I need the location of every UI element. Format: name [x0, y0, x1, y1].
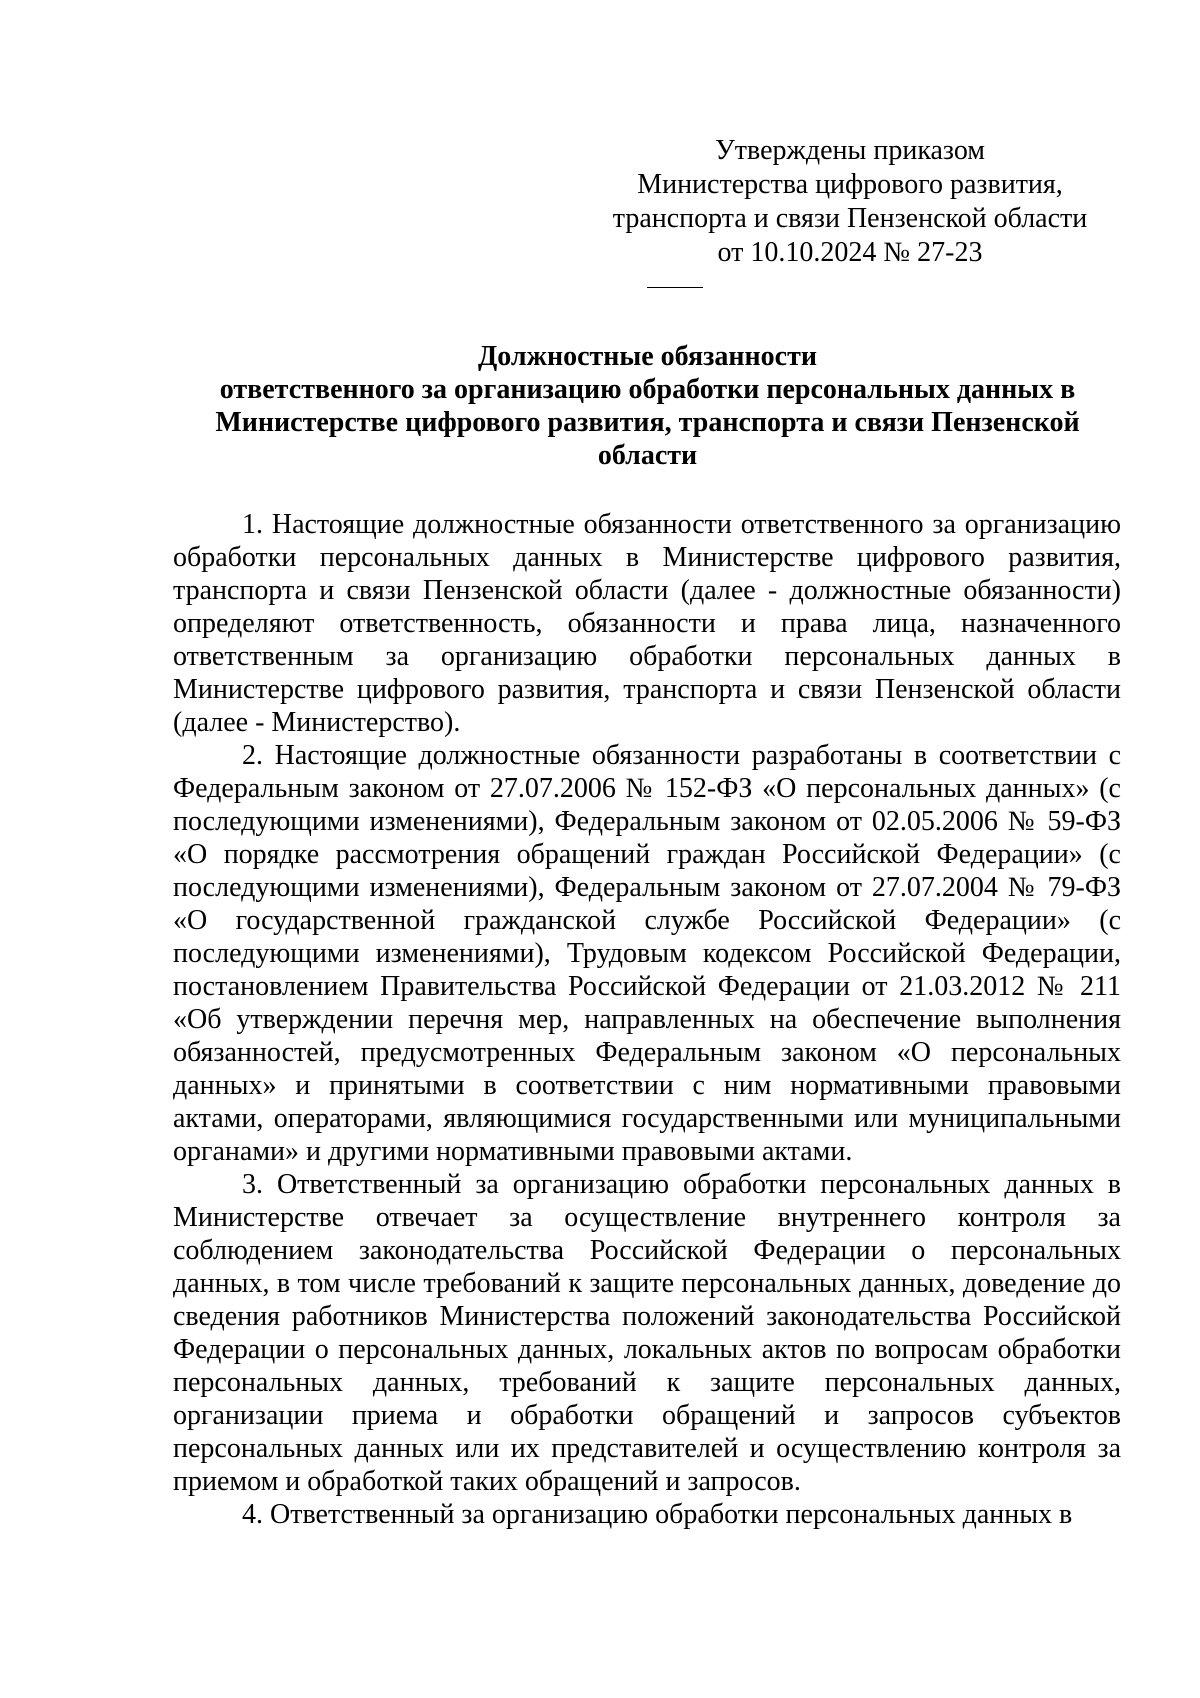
title-line: области — [597, 440, 698, 471]
approval-line: Министерства цифрового развития, — [637, 169, 1063, 200]
approval-line: Утверждены приказом — [714, 135, 986, 166]
document-body — [173, 508, 1121, 1531]
title-line: Должностные обязанности — [478, 341, 817, 372]
approval-stamp — [600, 134, 1100, 270]
approval-line: транспорта и связи Пензенской области — [612, 203, 1088, 234]
paragraph-3: 3. Ответственный за организацию обработки персональных данных в Министерстве отвечает за осуществление внутреннего контроля за соблюдением законодательства Российской Федерации о персональных данных, в том числе требований к защите персональных данных, доведение до сведения работников Министерства положений законодательства Российской Федерации о персональных данных, локальных актов по вопросам обработки персональных данных, требований к защите персональных данных, организации приема и обработки обращений и запросов субъектов персональных данных или их представителей и осуществлению контроля за приемом и обработкой таких обращений и запросов. — [173, 1169, 1121, 1497]
paragraph-4: 4. Ответственный за организацию обработки персональных данных в — [242, 1499, 1073, 1530]
title-line: Министерстве цифрового развития, транспорта и связи Пензенской — [215, 407, 1080, 438]
approval-order-number: от 10.10.2024 № 27-23 — [717, 237, 983, 268]
separator-line — [647, 287, 703, 288]
document-title — [170, 340, 1125, 472]
paragraph-2: 2. Настоящие должностные обязанности разработаны в соответствии с Федеральным законом от 27.07.2006 № 152-ФЗ «О персональных данных» (с последующими изменениями), Федеральным законом от 02.05.2006 № 59-ФЗ «О порядке рассмотрения обращений граждан Российской Федерации» (с последующими изменениями), Федеральным законом от 27.07.2004 № 79-ФЗ «О государственной гражданской службе Российской Федерации» (с последующими изменениями), Трудовым кодексом Российской Федерации, постановлением Правительства Российской Федерации от 21.03.2012 № 211 «Об утверждении перечня мер, направленных на обеспечение выполнения обязанностей, предусмотренных Федеральным законом «О персональных данных» и принятыми в соответствии с ним нормативными правовыми актами, операторами, являющимися государственными или муниципальными органами» и другими нормативными правовыми актами. — [173, 740, 1121, 1167]
title-line: ответственного за организацию обработки персональных данных в — [219, 374, 1076, 405]
paragraph-1: 1. Настоящие должностные обязанности ответственного за организацию обработки персональных данных в Министерстве цифрового развития, транспорта и связи Пензенской области (далее - должностные обязанности) определяют ответственность, обязанности и права лица, назначенного ответственным за организацию обработки персональных данных в Министерстве цифрового развития, транспорта и связи Пензенской области (далее - Министерство). — [173, 509, 1121, 738]
